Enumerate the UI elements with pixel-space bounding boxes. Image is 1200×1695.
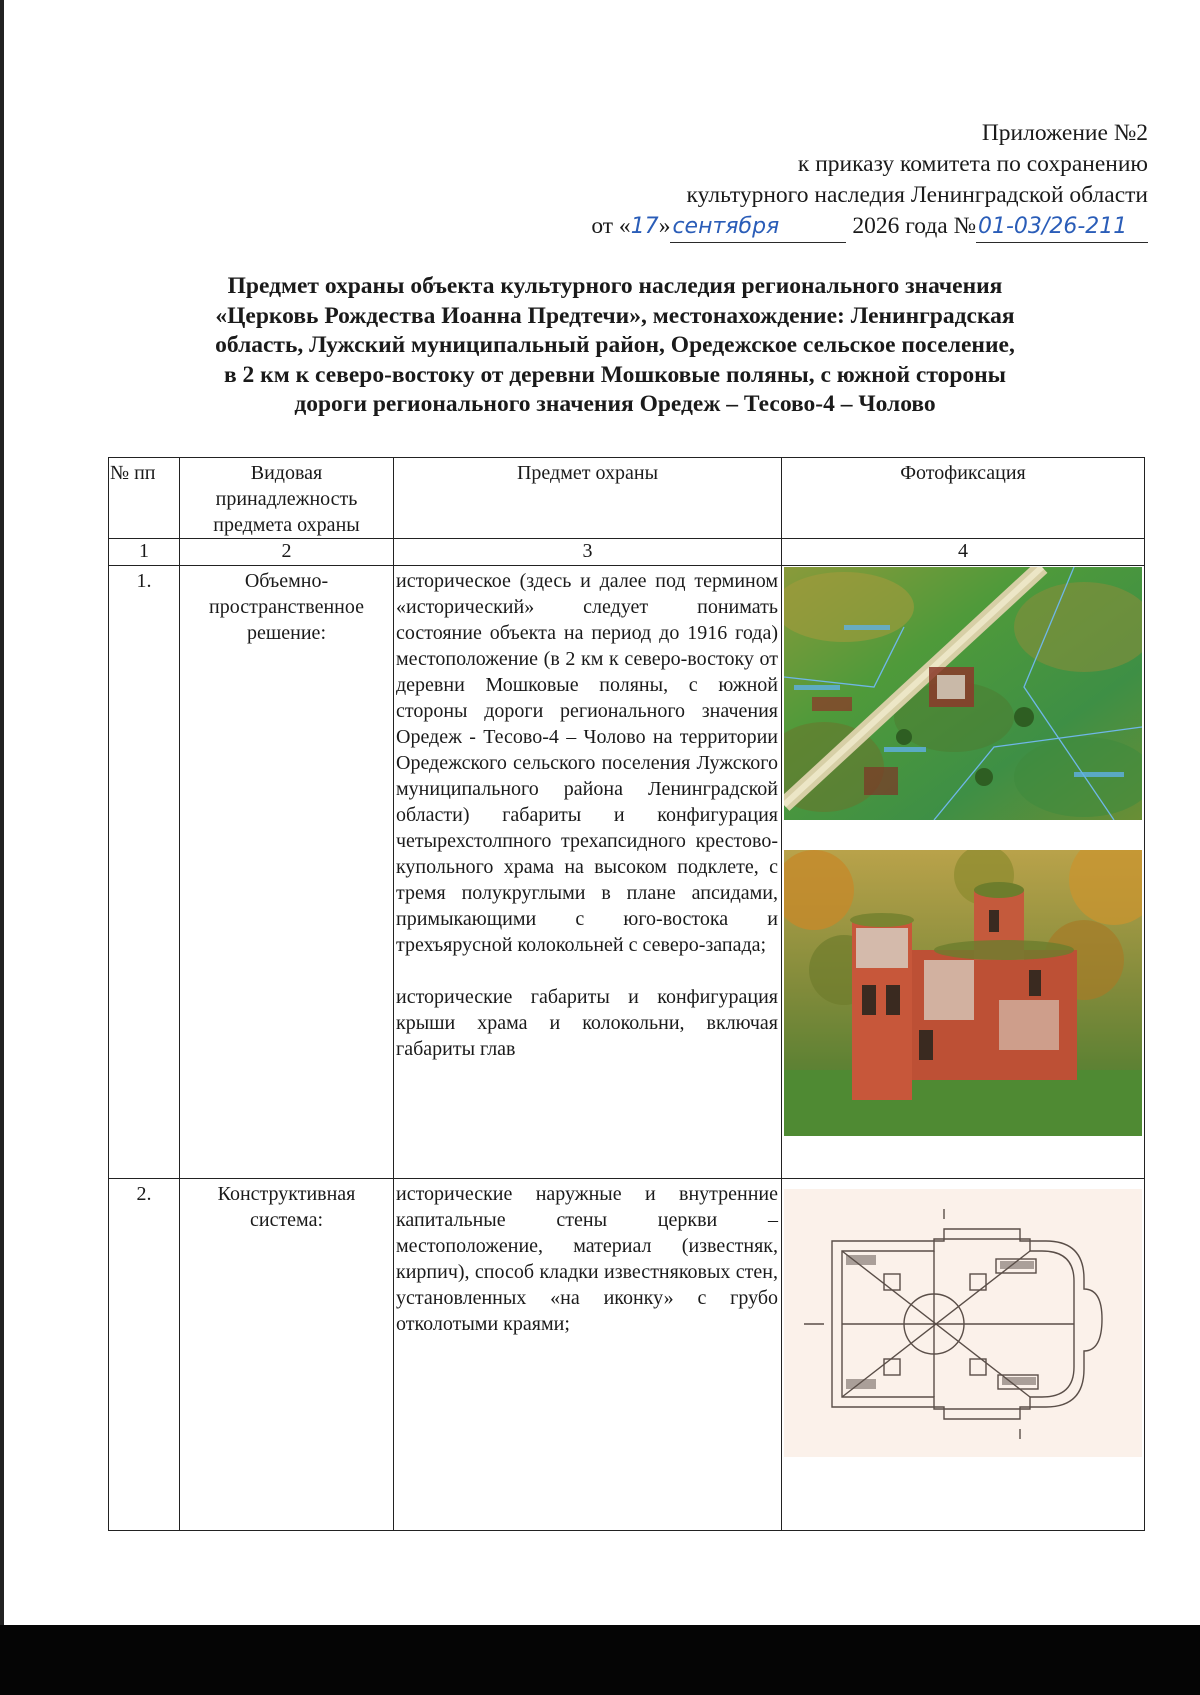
row-kind: Конструктивная система: (180, 1179, 394, 1531)
appendix-line-3: культурного наследия Ленинградской области (686, 182, 1148, 208)
header-photo: Фотофиксация (782, 458, 1145, 539)
scan-bottom-bar (0, 1625, 1200, 1695)
column-number: 1 (109, 539, 180, 566)
table-row (109, 1179, 1145, 1531)
subject-paragraph: исторические наружные и внутренние капитальные стены церкви – местоположение, материал (известняк, кирпич), способ кладки известняковых стен, установленных «на иконку» с грубо отколотыми краями; (396, 1183, 778, 1335)
table-row (109, 566, 1145, 1179)
scan-edge (0, 0, 4, 1625)
header-kind: Видовая принадлежность предмета охраны (180, 458, 394, 539)
date-prefix: от « (591, 213, 631, 239)
row-photos (782, 566, 1145, 1179)
header-subject: Предмет охраны (394, 458, 782, 539)
row-photos (782, 1179, 1145, 1531)
document-title (110, 272, 1120, 420)
appendix-line-2: к приказу комитета по сохранению (797, 151, 1148, 177)
title-line-3: область, Лужский муниципальный район, Оредежское сельское поселение, (215, 332, 1015, 358)
column-number: 3 (394, 539, 782, 566)
title-line-4: в 2 км к северо-востоку от деревни Мошковые поляны, с южной стороны (223, 361, 1007, 388)
column-number: 4 (782, 539, 1145, 566)
column-number-row (109, 539, 1145, 566)
appendix-date-line (591, 211, 1148, 243)
header-number: № пп (109, 458, 180, 539)
floor-plan-drawing (784, 1189, 1142, 1457)
title-line-2: «Церковь Рождества Иоанна Предтечи», местонахождение: Ленинградская (215, 302, 1015, 329)
date-mid: » (658, 213, 671, 239)
column-number: 2 (180, 539, 394, 566)
church-ruins-photo (784, 850, 1142, 1136)
date-day: 17 (630, 214, 659, 239)
subject-paragraph: исторические габариты и конфигурация крыши храма и колокольни, включая габариты глав (396, 986, 778, 1060)
row-subject (394, 566, 782, 1179)
row-number: 2. (109, 1179, 180, 1531)
aerial-map-photo (784, 567, 1142, 820)
subject-paragraph: историческое (здесь и далее под термином «исторический» следует понимать состояние объекта на период до 1916 года) местоположение (в 2 км к северо-востоку от деревни Мошковые поляны, с южной стороны дороги регионального значения Оредеж - Тесово-4 – Чолово на территории Оредежского сельского поселения Лужского муниципального района Ленинградской области) габариты и конфигурация четырехстолпного трехапсидного крестово-купольного храма на высоком подклете, с тремя полукруглыми в плане апсидами, примыкающими с юго-востока и трехъярусной колокольней с северо-запада; (396, 570, 778, 956)
appendix-line-1: Приложение №2 (981, 120, 1148, 146)
row-subject (394, 1179, 782, 1531)
date-month: сентября (672, 214, 780, 239)
order-number: 01-03/26-211 (978, 214, 1128, 239)
title-line-1: Предмет охраны объекта культурного наследия регионального значения (227, 273, 1003, 299)
appendix-header (591, 118, 1148, 243)
row-number: 1. (109, 566, 180, 1179)
title-line-5: дороги регионального значения Оредеж – Тесово-4 – Чолово (294, 391, 936, 417)
row-kind: Объемно-пространственное решение: (180, 566, 394, 1179)
table-header-row (109, 458, 1145, 539)
date-year: 2026 года № (852, 213, 976, 239)
protection-table (108, 457, 1145, 1531)
